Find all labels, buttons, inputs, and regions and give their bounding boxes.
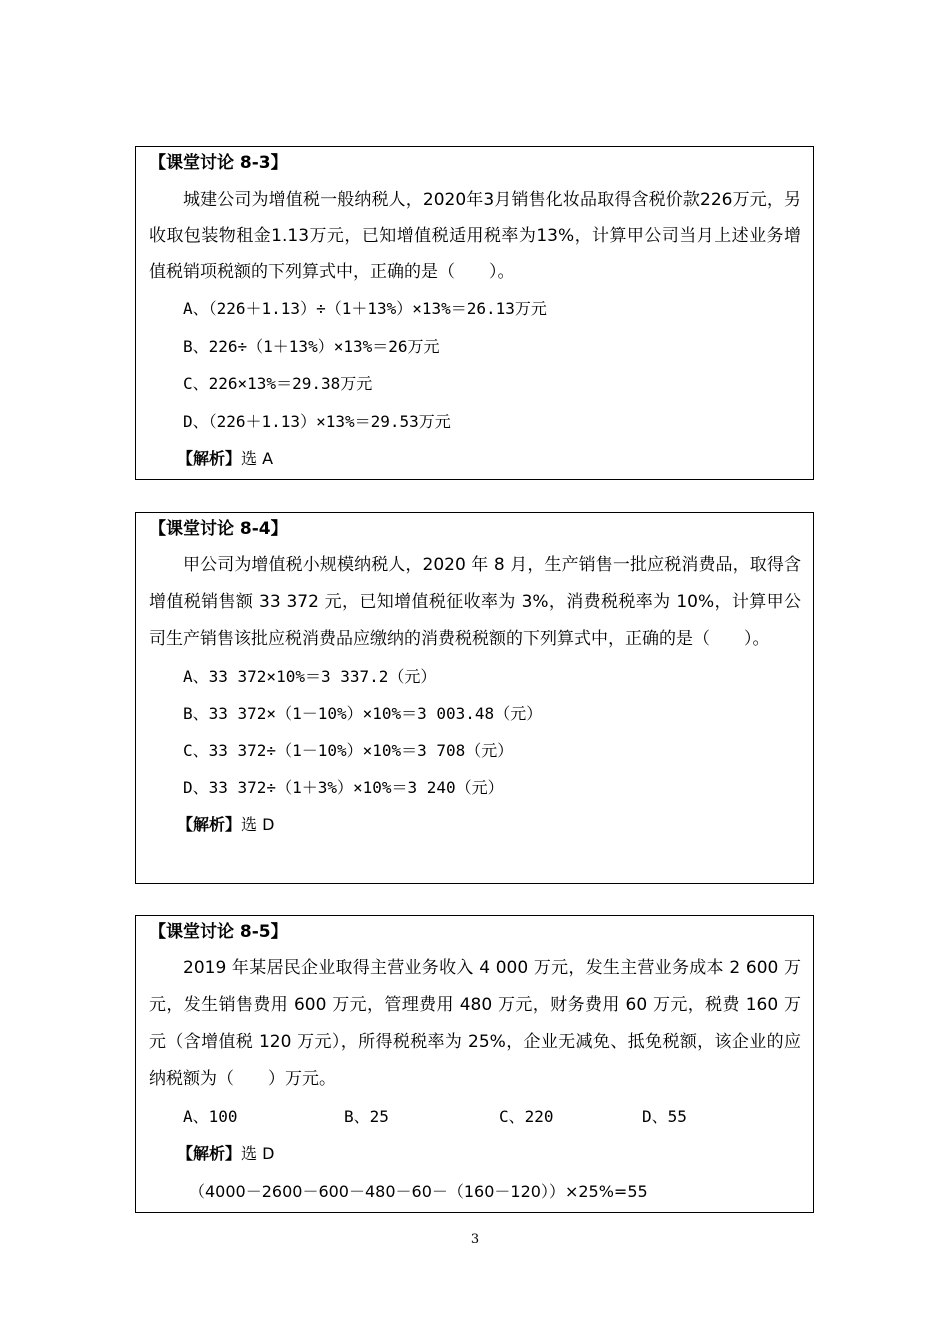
question-text: 2019 年某居民企业取得主营业务收入 4 000 万元，发生主营业务成本 2 600 万元，发生销售费用 600 万元，管理费用 480 万元，财务费用 60 万元，税费 160 万元（含增值税 120 万元），所得税税率为 25%，企业无减免、抵免税额，该企业的应纳税额为（ ）万元。 [149,958,801,1089]
option-a: A、33 372×10%＝3 337.2（元） [183,667,437,686]
discussion-title: 【课堂讨论 8-3】 [149,153,288,173]
options-row [149,1098,801,1135]
option-d: D、55 [642,1107,687,1126]
analysis-answer: 选 D [241,1144,275,1163]
question-text: 城建公司为增值税一般纳税人，2020年3月销售化妆品取得含税价款226万元，另收取包装物租金1.13万元，已知增值税适用税率为13%，计算甲公司当月上述业务增值税销项税额的下列算式中，正确的是（ ）。 [149,190,801,282]
option-a: A、100 [183,1107,238,1126]
analysis-answer: 选 D [241,815,275,834]
discussion-box-8-3 [135,146,814,480]
discussion-box-8-4 [135,512,814,884]
option-c: C、226×13%＝29.38万元 [183,374,373,393]
option-c: C、33 372÷（1－10%）×10%＝3 708（元） [183,741,514,760]
analysis-label: 【解析】 [177,1144,242,1163]
analysis [149,440,801,478]
analysis-label: 【解析】 [177,815,242,834]
discussion-title: 【课堂讨论 8-4】 [149,519,288,539]
calculation: （4000－2600－600－480－60－（160－120））×25%=55 [189,1181,648,1201]
analysis [149,1135,801,1173]
analysis [149,806,801,844]
analysis-label: 【解析】 [177,449,242,468]
option-a: A、（226＋1.13）÷（1＋13%）×13%＝26.13万元 [183,299,547,318]
option-d: D、33 372÷（1＋3%）×10%＝3 240（元） [183,778,504,797]
discussion-title: 【课堂讨论 8-5】 [149,922,288,942]
option-b: B、25 [344,1107,389,1126]
option-d: D、（226＋1.13）×13%＝29.53万元 [183,411,451,431]
option-c: C、220 [499,1107,554,1126]
analysis-answer: 选 A [241,449,274,468]
page-number: 3 [470,1232,480,1247]
option-b: B、33 372×（1－10%）×10%＝3 003.48（元） [183,704,543,723]
question-text: 甲公司为增值税小规模纳税人，2020 年 8 月，生产销售一批应税消费品，取得含增值税销售额 33 372 元，已知增值税征收率为 3%，消费税税率为 10%，计算甲公司生产销售该批应税消费品应缴纳的消费税税额的下列算式中，正确的是（ ）。 [149,555,801,649]
discussion-box-8-5 [135,915,814,1213]
option-b: B、226÷（1＋13%）×13%＝26万元 [183,336,440,356]
